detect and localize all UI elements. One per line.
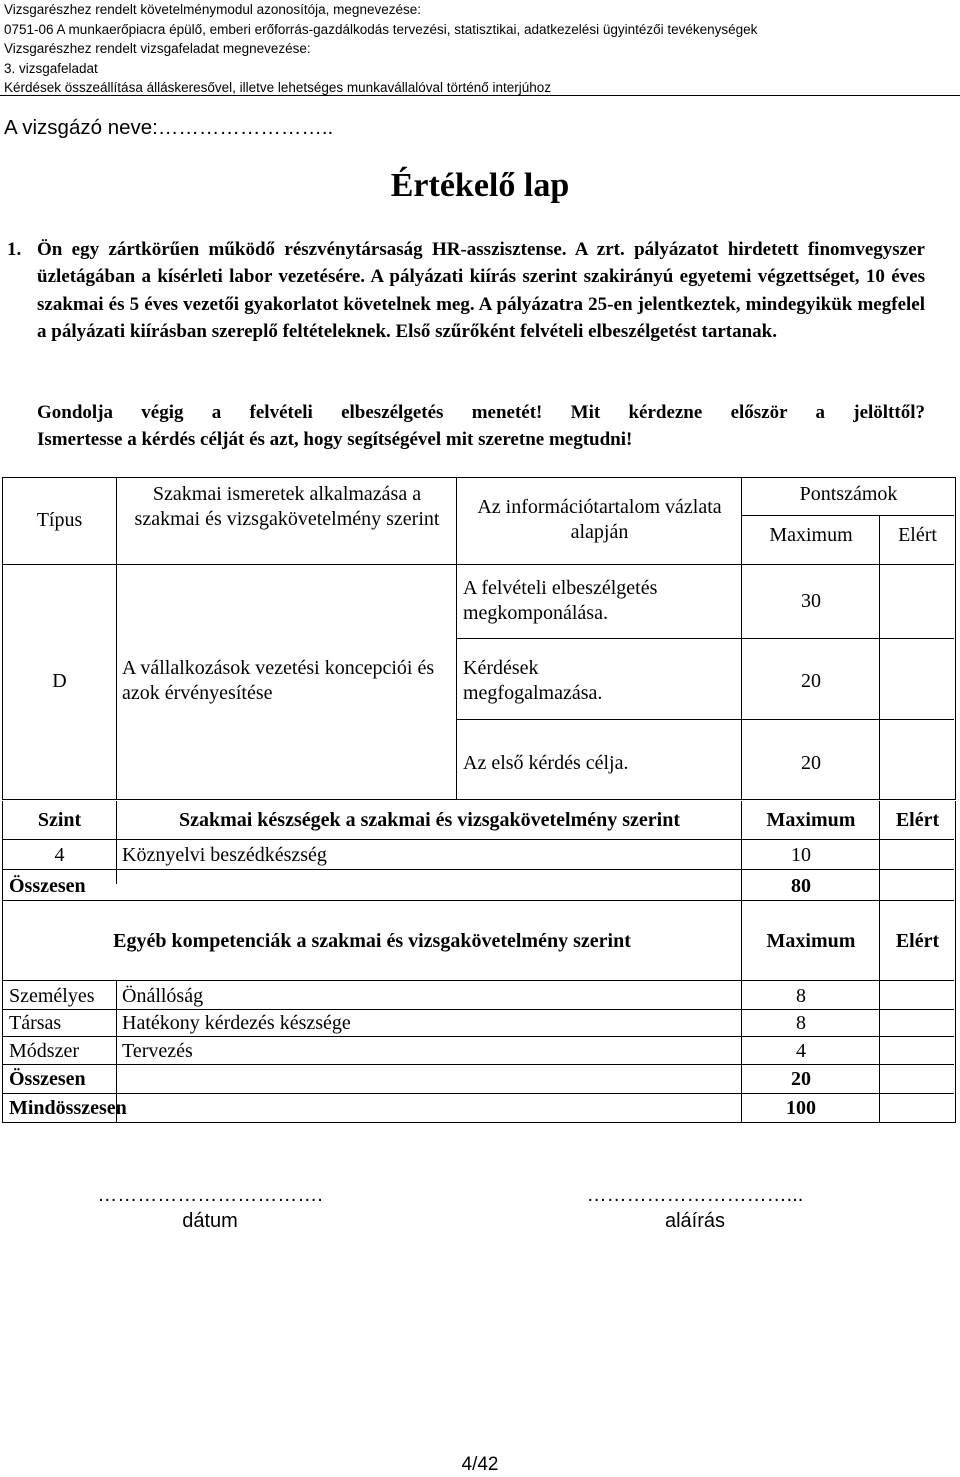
header-line: Vizsgarészhez rendelt vizsgafeladat megnevezése: [4,41,311,57]
header-line: 3. vizsgafeladat [4,60,98,76]
competencies-max-header: Maximum [766,930,856,952]
skills-achieved-header: Elért [895,809,940,831]
signature-dots: …………………………... [586,1184,804,1206]
skills-table [2,801,956,1123]
competencies-header: Egyéb kompetenciák a szakmai és vizsgakövetelmény szerint [113,930,631,952]
table-divider [3,980,954,981]
header-line: Kérdések összeállítása álláskeresővel, illetve lehetséges munkavállalóval történő interjúhoz [4,80,552,96]
header-max: Maximum [769,524,853,546]
competency-category: Személyes [9,985,95,1007]
task-question-2: Ismertesse a kérdés célját és azt, hogy segítségével mit szeretne megtudni! [37,429,633,451]
table-divider [3,1093,954,1094]
document-header [4,0,954,98]
level-header: Szint [37,809,82,831]
signature-field [555,1182,835,1234]
type-value: D [52,670,67,692]
table-divider [3,1064,954,1065]
competency-category: Módszer [9,1040,79,1062]
header-type: Típus [36,509,83,531]
competency-name: Önállóság [122,985,204,1007]
header-knowledge: Szakmai ismeretek alkalmazása a szakmai és vizsgakövetelmény szerint [134,483,440,530]
date-label: dátum [182,1210,238,1232]
header-line: 0751-06 A munkaerőpiacra épülő, emberi erőforrás-gazdálkodás tervezési, statisztikai, adatkezelési ügyintézői tevékenységek [4,21,758,37]
skill-name: Köznyelvi beszédkészség [122,844,327,866]
skill-level: 4 [54,844,65,866]
page-number: 4/42 [461,1454,499,1475]
knowledge-table [2,477,956,800]
table-divider [116,801,117,884]
task-question-1: Gondolja végig a felvételi elbeszélgetés menetét! Mit kérdezne először a jelölttől? [37,402,925,423]
competency-category: Társas [9,1012,62,1034]
table-divider [3,839,954,840]
outline-max: 30 [801,590,821,612]
table-divider [741,801,742,1122]
table-divider [879,801,880,1122]
table-divider [879,516,880,799]
competency-name: Tervezés [122,1040,193,1062]
competencies-achieved-header: Elért [895,930,940,952]
signature-label: aláírás [664,1210,726,1232]
table-divider [3,869,954,870]
task-questions [37,399,925,454]
competency-max: 8 [796,985,806,1007]
outline-max: 20 [801,670,821,692]
skills-max-header: Maximum [766,809,856,831]
table-divider [116,478,117,799]
task-number: 1. [7,239,22,260]
outline-item: Kérdések megfogalmazása. [463,657,603,704]
header-outline: Az információtartalom vázlata alapján [477,496,722,543]
table-divider [3,564,954,565]
outline-item: A felvételi elbeszélgetés megkomponálása. [463,577,658,624]
header-points: Pontszámok [799,483,898,505]
skill-max: 10 [791,844,811,866]
competency-name: Hatékony kérdezés készsége [122,1012,351,1034]
date-field [70,1182,350,1234]
task-text: Ön egy zártkörűen működő részvénytársaság HR-asszisztense. A zrt. pályázatot hirdetett finomvegyszer üzletágában a kísérleti labor vezetésére. A pályázati kiírás szerint szakirányú egyetemi végzettséget, 10 éves szakmai és 5 éves vezetői gyakorlatot követelnek meg. A pályázatra 25-en jelentkeztek, mindegyikük megfelel a pályázati kiírásban szereplő feltételeknek. Első szűrőként felvételi elbeszélgetést tartanak. [37,239,925,343]
skills-header: Szakmai készségek a szakmai és vizsgakövetelmény szerint [178,809,681,831]
subtotal-label: Összesen [9,875,86,897]
outline-item: Az első kérdés célja. [463,752,629,774]
competency-total-label: Összesen [9,1068,86,1090]
subtotal-value: 80 [791,875,811,897]
header-line: Vizsgarészhez rendelt követelménymodul azonosítója, megnevezése: [4,2,421,17]
table-divider [456,638,954,639]
grand-total-label: Mindösszesen [9,1097,127,1119]
header-divider [0,95,960,96]
candidate-name-label: A vizsgázó neve:…………………….. [4,116,334,139]
date-dots: ……………………………. [97,1184,323,1206]
competency-max: 8 [796,1012,806,1034]
grand-total-value: 100 [786,1097,816,1119]
page-title: Értékelő lap [390,167,570,204]
competency-total-value: 20 [791,1068,811,1090]
table-divider [741,515,954,516]
competency-max: 4 [796,1040,806,1062]
table-divider [3,900,954,901]
task-description [7,236,925,346]
outline-max: 20 [801,752,821,774]
table-divider [3,1036,954,1037]
table-divider [3,1009,954,1010]
header-achieved: Elért [898,524,937,546]
table-divider [456,719,954,720]
knowledge-value: A vállalkozások vezetési koncepciói és azok érvényesítése [122,657,435,704]
